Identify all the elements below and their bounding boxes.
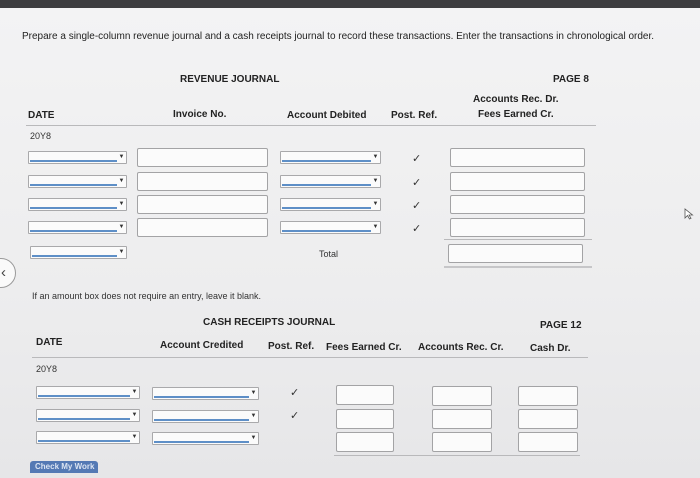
chevron-down-icon: ▼ — [250, 435, 257, 441]
instructions-text: Prepare a single-column revenue journal and a cash receipts journal to record these transactions. Enter the transactions in chronological order. — [22, 31, 655, 42]
invoice-no-input[interactable] — [137, 172, 268, 191]
chevron-down-icon: ▼ — [372, 154, 379, 160]
post-ref-check: ✓ — [412, 153, 422, 165]
header-divider — [32, 357, 588, 358]
chevron-down-icon: ▼ — [372, 224, 379, 230]
column-header-ar-dr: Accounts Rec. Dr. — [473, 94, 559, 105]
chevron-down-icon: ▼ — [118, 178, 125, 184]
chevron-down-icon: ▼ — [372, 178, 379, 184]
amount-input[interactable] — [450, 218, 585, 237]
header-divider — [26, 125, 596, 126]
invoice-no-input[interactable] — [137, 148, 268, 167]
column-header-post-ref: Post. Ref. — [268, 341, 315, 352]
accounts-rec-input[interactable] — [432, 386, 492, 406]
chevron-down-icon: ▼ — [250, 390, 257, 396]
post-ref-check: ✓ — [412, 200, 422, 212]
date-select[interactable] — [36, 409, 140, 422]
date-select[interactable] — [28, 175, 127, 188]
fees-earned-input[interactable] — [336, 409, 394, 429]
column-header-date: DATE — [28, 110, 55, 121]
total-rule — [334, 455, 580, 456]
total-label: Total — [319, 249, 339, 259]
revenue-journal-page: PAGE 8 — [553, 74, 589, 85]
column-header-cash-dr: Cash Dr. — [530, 343, 571, 354]
date-select[interactable] — [30, 246, 127, 259]
chevron-left-icon: ‹ — [1, 264, 6, 281]
fees-earned-input[interactable] — [336, 432, 394, 452]
invoice-no-input[interactable] — [137, 195, 268, 214]
browser-top-strip — [0, 0, 700, 8]
date-select[interactable] — [28, 198, 127, 211]
chevron-down-icon: ▼ — [118, 249, 125, 255]
question-panel — [0, 8, 700, 478]
cash-dr-input[interactable] — [518, 409, 578, 429]
column-header-date: DATE — [36, 337, 63, 348]
column-header-account-debited: Account Debited — [287, 110, 367, 121]
amount-input[interactable] — [450, 195, 585, 214]
chevron-down-icon: ▼ — [118, 154, 125, 160]
date-select[interactable] — [36, 386, 140, 399]
invoice-no-input[interactable] — [137, 218, 268, 237]
post-ref-check: ✓ — [412, 177, 422, 189]
column-header-fees-cr: Fees Earned Cr. — [326, 342, 402, 353]
column-header-account-credited: Account Credited — [160, 340, 244, 351]
post-ref-check: ✓ — [290, 387, 300, 399]
chevron-down-icon: ▼ — [118, 224, 125, 230]
column-header-post-ref: Post. Ref. — [391, 110, 438, 121]
check-my-work-button[interactable] — [30, 461, 98, 473]
post-ref-check: ✓ — [290, 410, 300, 422]
account-credited-select[interactable] — [152, 387, 259, 400]
amount-input[interactable] — [450, 148, 585, 167]
post-ref-check: ✓ — [412, 223, 422, 235]
account-debited-select[interactable] — [280, 221, 381, 234]
account-debited-select[interactable] — [280, 151, 381, 164]
account-credited-select[interactable] — [152, 432, 259, 445]
column-header-ar-cr: Accounts Rec. Cr. — [418, 342, 504, 353]
chevron-down-icon: ▼ — [118, 201, 125, 207]
cash-dr-input[interactable] — [518, 432, 578, 452]
chevron-down-icon: ▼ — [131, 412, 138, 418]
total-double-rule — [444, 266, 592, 268]
fees-earned-input[interactable] — [336, 385, 394, 405]
date-select[interactable] — [36, 431, 140, 444]
account-debited-select[interactable] — [280, 198, 381, 211]
column-header-invoice: Invoice No. — [173, 109, 227, 120]
chevron-down-icon: ▼ — [131, 389, 138, 395]
mouse-pointer-icon — [684, 208, 694, 220]
cash-receipts-journal-page: PAGE 12 — [540, 320, 582, 331]
total-top-rule — [444, 239, 592, 240]
check-my-work-label: Check My Work — [35, 462, 95, 471]
chevron-down-icon: ▼ — [372, 201, 379, 207]
leave-blank-note: If an amount box does not require an entry, leave it blank. — [32, 291, 261, 301]
cash-dr-input[interactable] — [518, 386, 578, 406]
total-amount-input[interactable] — [448, 244, 583, 263]
year-label: 20Y8 — [36, 364, 58, 374]
column-header-fees-cr: Fees Earned Cr. — [478, 109, 554, 120]
account-debited-select[interactable] — [280, 175, 381, 188]
account-credited-select[interactable] — [152, 410, 259, 423]
date-select[interactable] — [28, 221, 127, 234]
date-select[interactable] — [28, 151, 127, 164]
chevron-down-icon: ▼ — [250, 413, 257, 419]
year-label: 20Y8 — [30, 131, 52, 141]
chevron-down-icon: ▼ — [131, 434, 138, 440]
cash-receipts-journal-title: CASH RECEIPTS JOURNAL — [203, 317, 336, 328]
revenue-journal-title: REVENUE JOURNAL — [180, 74, 280, 85]
amount-input[interactable] — [450, 172, 585, 191]
accounts-rec-input[interactable] — [432, 432, 492, 452]
accounts-rec-input[interactable] — [432, 409, 492, 429]
